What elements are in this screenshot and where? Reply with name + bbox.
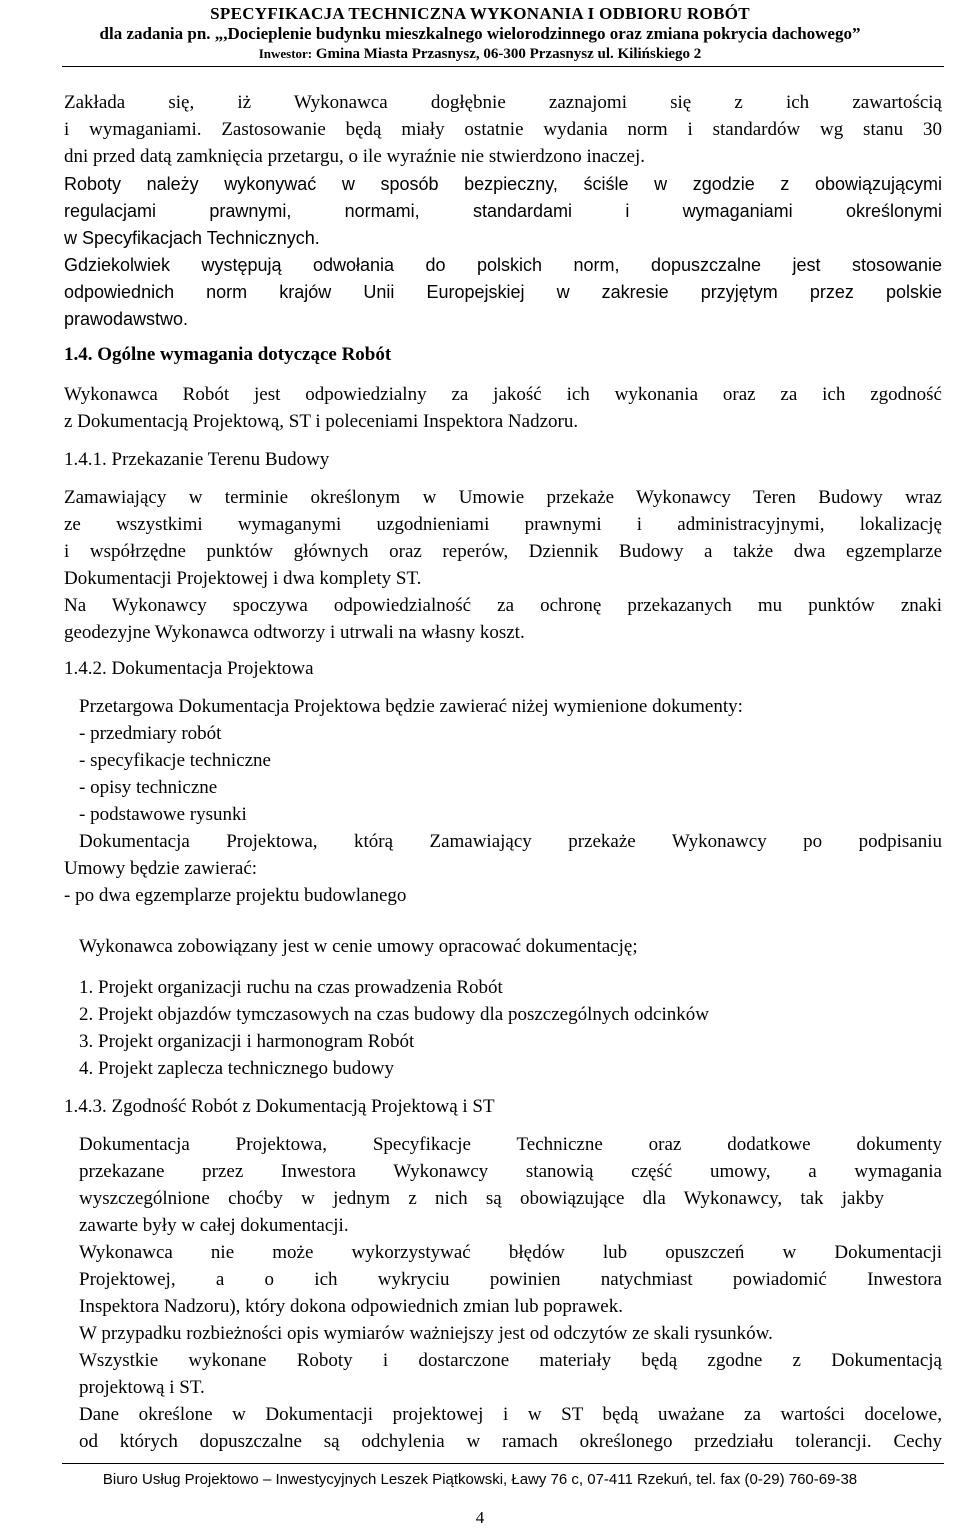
numbered-item: 3. Projekt organizacji i harmonogram Robót (79, 1031, 415, 1052)
s141-line-3: i współrzędne punktów głównych oraz reperów, Dziennik Budowy a także dwa egzemplarze (64, 541, 942, 562)
section-1-4-2-heading: 1.4.2. Dokumentacja Projektowa (64, 658, 314, 679)
header-investor (0, 44, 960, 64)
s141-line-1: Zamawiający w terminie określonym w Umowie przekaże Wykonawcy Teren Budowy wraz (64, 487, 942, 508)
investor-value: Gmina Miasta Przasnysz, 06-300 Przasnysz ul. Kilińskiego 2 (315, 46, 702, 62)
s143-line-7: Inspektora Nadzoru), który dokona odpowiednich zmian lub poprawek. (79, 1296, 623, 1317)
list-item: - opisy techniczne (79, 777, 218, 798)
intro-line-2: i wymaganiami. Zastosowanie będą miały ostatnie wydania norm i standardów wg stanu 30 (64, 119, 942, 140)
s143-line-2: przekazane przez Inwestora Wykonawcy stanowią część umowy, a wymagania (79, 1161, 942, 1182)
numbered-item: 1. Projekt organizacji ruchu na czas prowadzenia Robót (79, 977, 503, 998)
s142-line-3: Umowy będzie zawierać: (64, 858, 258, 879)
list-item: - przedmiary robót (79, 723, 222, 744)
s143-line-8: W przypadku rozbieżności opis wymiarów ważniejszy jest od odczytów ze skali rysunków. (79, 1323, 773, 1344)
page-header (0, 4, 960, 64)
intro-line-6: w Specyfikacjach Technicznych. (64, 228, 320, 248)
section-1-4-heading: 1.4. Ogólne wymagania dotyczące Robót (64, 344, 392, 365)
intro-line-4: Roboty należy wykonywać w sposób bezpieczny, ściśle w zgodzie z obowiązującymi (64, 174, 942, 194)
section-1-4-1-heading: 1.4.1. Przekazanie Terenu Budowy (64, 449, 330, 470)
numbered-item: 4. Projekt zaplecza technicznego budowy (79, 1058, 394, 1079)
intro-line-5: regulacjami prawnymi, normami, standardami i wymaganiami określonymi (64, 201, 942, 221)
s143-line-6: Projektowej, a o ich wykryciu powinien natychmiast powiadomić Inwestora (79, 1269, 942, 1290)
page-footer: Biuro Usług Projektowo – Inwestycyjnych Leszek Piątkowski, Ławy 76 c, 07-411 Rzekuń, tel. fax (0-29) 760-69-38 (102, 1471, 858, 1488)
footer-rule (62, 1463, 944, 1464)
s141-line-5: Na Wykonawcy spoczywa odpowiedzialność za ochronę przekazanych mu punktów znaki (64, 595, 942, 616)
s143-line-4: zawarte były w całej dokumentacji. (79, 1215, 349, 1236)
intro-line-3: dni przed datą zamknięcia przetargu, o ile wyraźnie nie stwierdzono inaczej. (64, 146, 645, 167)
s143-line-5: Wykonawca nie może wykorzystywać błędów lub opuszczeń w Dokumentacji (79, 1242, 942, 1263)
s141-line-2: ze wszystkimi wymaganymi uzgodnieniami prawnymi i administracyjnymi, lokalizację (64, 514, 942, 535)
investor-label: Inwestor: (258, 46, 313, 61)
s143-line-10: projektową i ST. (79, 1377, 205, 1398)
s142-line-4: - po dwa egzemplarze projektu budowlanego (64, 885, 407, 906)
s142-line-2: Dokumentacja Projektowa, którą Zamawiający przekaże Wykonawcy po podpisaniu (79, 831, 942, 852)
section-1-4-3-heading: 1.4.3. Zgodność Robót z Dokumentacją Projektową i ST (64, 1096, 495, 1117)
intro-line-8: odpowiednich norm krajów Unii Europejskiej w zakresie przyjętym przez polskie (64, 282, 942, 302)
numbered-item: 2. Projekt objazdów tymczasowych na czas budowy dla poszczególnych odcinków (79, 1004, 709, 1025)
header-subtitle: dla zadania pn. „,Docieplenie budynku mieszkalnego wielorodzinnego oraz zmiana pokrycia dachowego” (99, 24, 861, 43)
s143-line-9: Wszystkie wykonane Roboty i dostarczone materiały będą zgodne z Dokumentacją (79, 1350, 942, 1371)
s14-line-2: z Dokumentacją Projektową, ST i poleceniami Inspektora Nadzoru. (64, 411, 579, 432)
list-item: - podstawowe rysunki (79, 804, 247, 825)
s143-line-12: od których dopuszczalne są odchylenia w ramach określonego przedziału tolerancji. Cechy (79, 1431, 942, 1452)
intro-line-1: Zakłada się, iż Wykonawca dogłębnie zaznajomi się z ich zawartością (64, 92, 942, 113)
page-number: 4 (475, 1508, 485, 1527)
s143-line-11: Dane określone w Dokumentacji projektowej i w ST będą uważane za wartości docelowe, (79, 1404, 942, 1425)
intro-line-7: Gdziekolwiek występują odwołania do polskich norm, dopuszczalne jest stosowanie (64, 255, 942, 275)
list-item: - specyfikacje techniczne (79, 750, 271, 771)
s141-line-6: geodezyjne Wykonawca odtworzy i utrwali na własny koszt. (64, 622, 525, 643)
s143-line-1: Dokumentacja Projektowa, Specyfikacje Techniczne oraz dodatkowe dokumenty (79, 1134, 942, 1155)
intro-line-9: prawodawstwo. (64, 309, 189, 329)
s14-line-1: Wykonawca Robót jest odpowiedzialny za jakość ich wykonania oraz za ich zgodność (64, 384, 942, 405)
s141-line-4: Dokumentacji Projektowej i dwa komplety ST. (64, 568, 422, 589)
s143-line-3: wyszczególnione choćby w jednym z nich są obowiązujące dla Wykonawcy, tak jakby (79, 1188, 884, 1209)
s142-line-5: Wykonawca zobowiązany jest w cenie umowy opracować dokumentację; (79, 936, 638, 957)
header-rule (62, 66, 944, 67)
s142-line-1: Przetargowa Dokumentacja Projektowa będzie zawierać niżej wymienione dokumenty: (79, 696, 743, 717)
header-title: SPECYFIKACJA TECHNICZNA WYKONANIA I ODBIORU ROBÓT (210, 4, 750, 23)
